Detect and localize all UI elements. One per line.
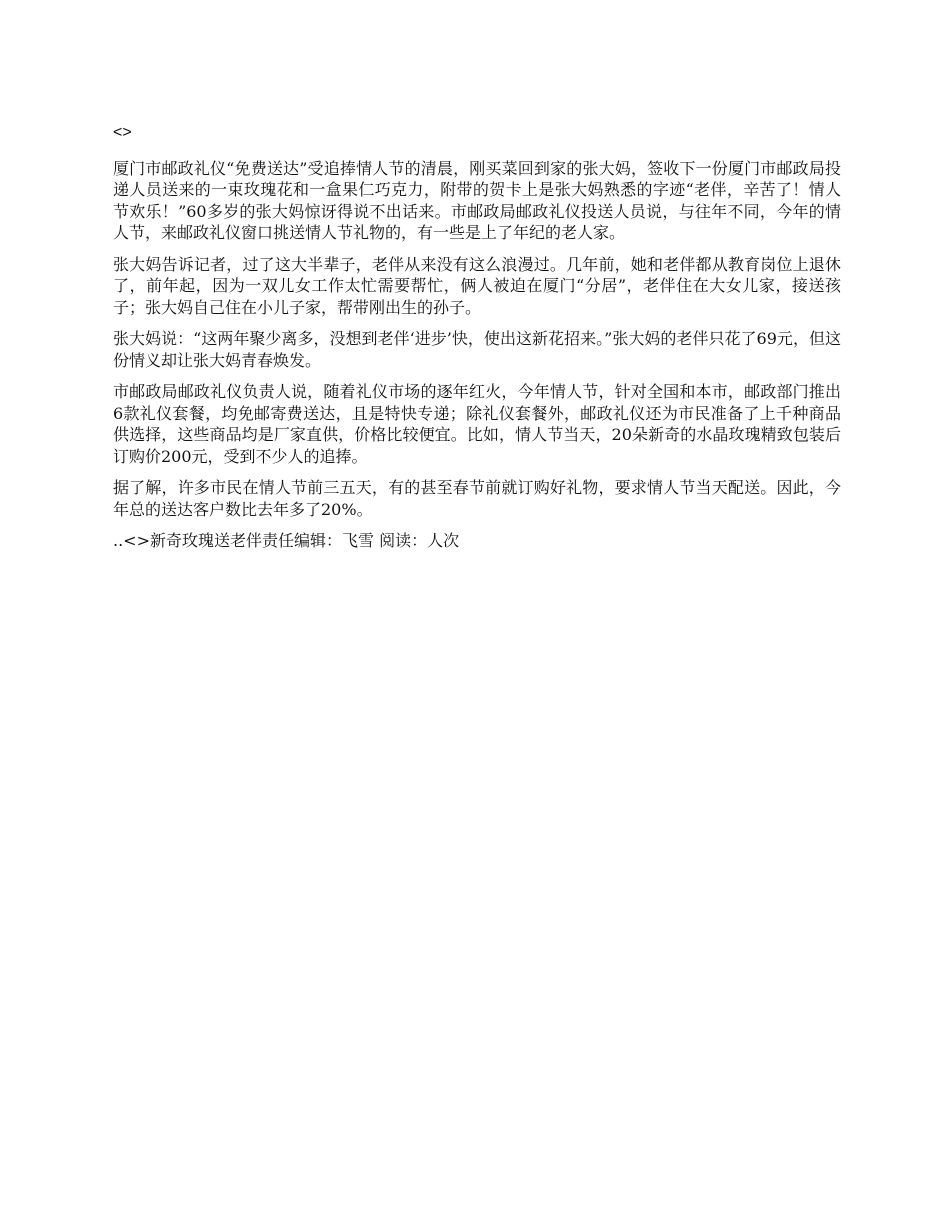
article-paragraph-1: 厦门市邮政礼仪“免费送达”受追捧情人节的清晨，刚买菜回到家的张大妈，签收下一份厦门市邮政局投递人员送来的一束玫瑰花和一盒果仁巧克力，附带的贺卡上是张大妈熟悉的字迹“老伴，辛苦了！情人节欢乐！”60多岁的张大妈惊讶得说不出话来。市邮政局邮政礼仪投送人员说，与往年不同，今年的情人节，来邮政礼仪窗口挑送情人节礼物的，有一些是上了年纪的老人家。	[113, 158, 841, 242]
article-paragraph-2: 张大妈告诉记者，过了这大半辈子，老伴从来没有这么浪漫过。几年前，她和老伴都从教育岗位上退休了，前年起，因为一双儿女工作太忙需要帮忙，俩人被迫在厦门“分居”，老伴住在大女儿家，接送孩子；张大妈自己住在小儿子家，帮带刚出生的孙子。	[113, 254, 841, 317]
article-paragraph-5: 据了解，许多市民在情人节前三五天，有的甚至春节前就订购好礼物，要求情人节当天配送。因此，今年总的送达客户数比去年多了20%。	[113, 478, 841, 519]
article-paragraph-4: 市邮政局邮政礼仪负责人说，随着礼仪市场的逐年红火，今年情人节，针对全国和本市，邮政部门推出6款礼仪套餐，均免邮寄费送达，且是特快专递；除礼仪套餐外，邮政礼仪还为市民准备了上千种商品供选择，这些商品均是厂家直供，价格比较便宜。比如，情人节当天，20朵新奇的水晶玫瑰精致包装后订购价200元，受到不少人的追捧。	[113, 382, 841, 466]
article-body	[113, 122, 841, 552]
top-marker: <>	[113, 124, 132, 141]
article-paragraph-3: 张大妈说：“这两年聚少离多，没想到老伴‘进步’快，使出这新花招来。”张大妈的老伴只花了69元，但这份情义却让张大妈青春焕发。	[113, 329, 841, 370]
article-footer: ..<>新奇玫瑰送老伴责任编辑：飞雪 阅读：人次	[113, 531, 460, 550]
